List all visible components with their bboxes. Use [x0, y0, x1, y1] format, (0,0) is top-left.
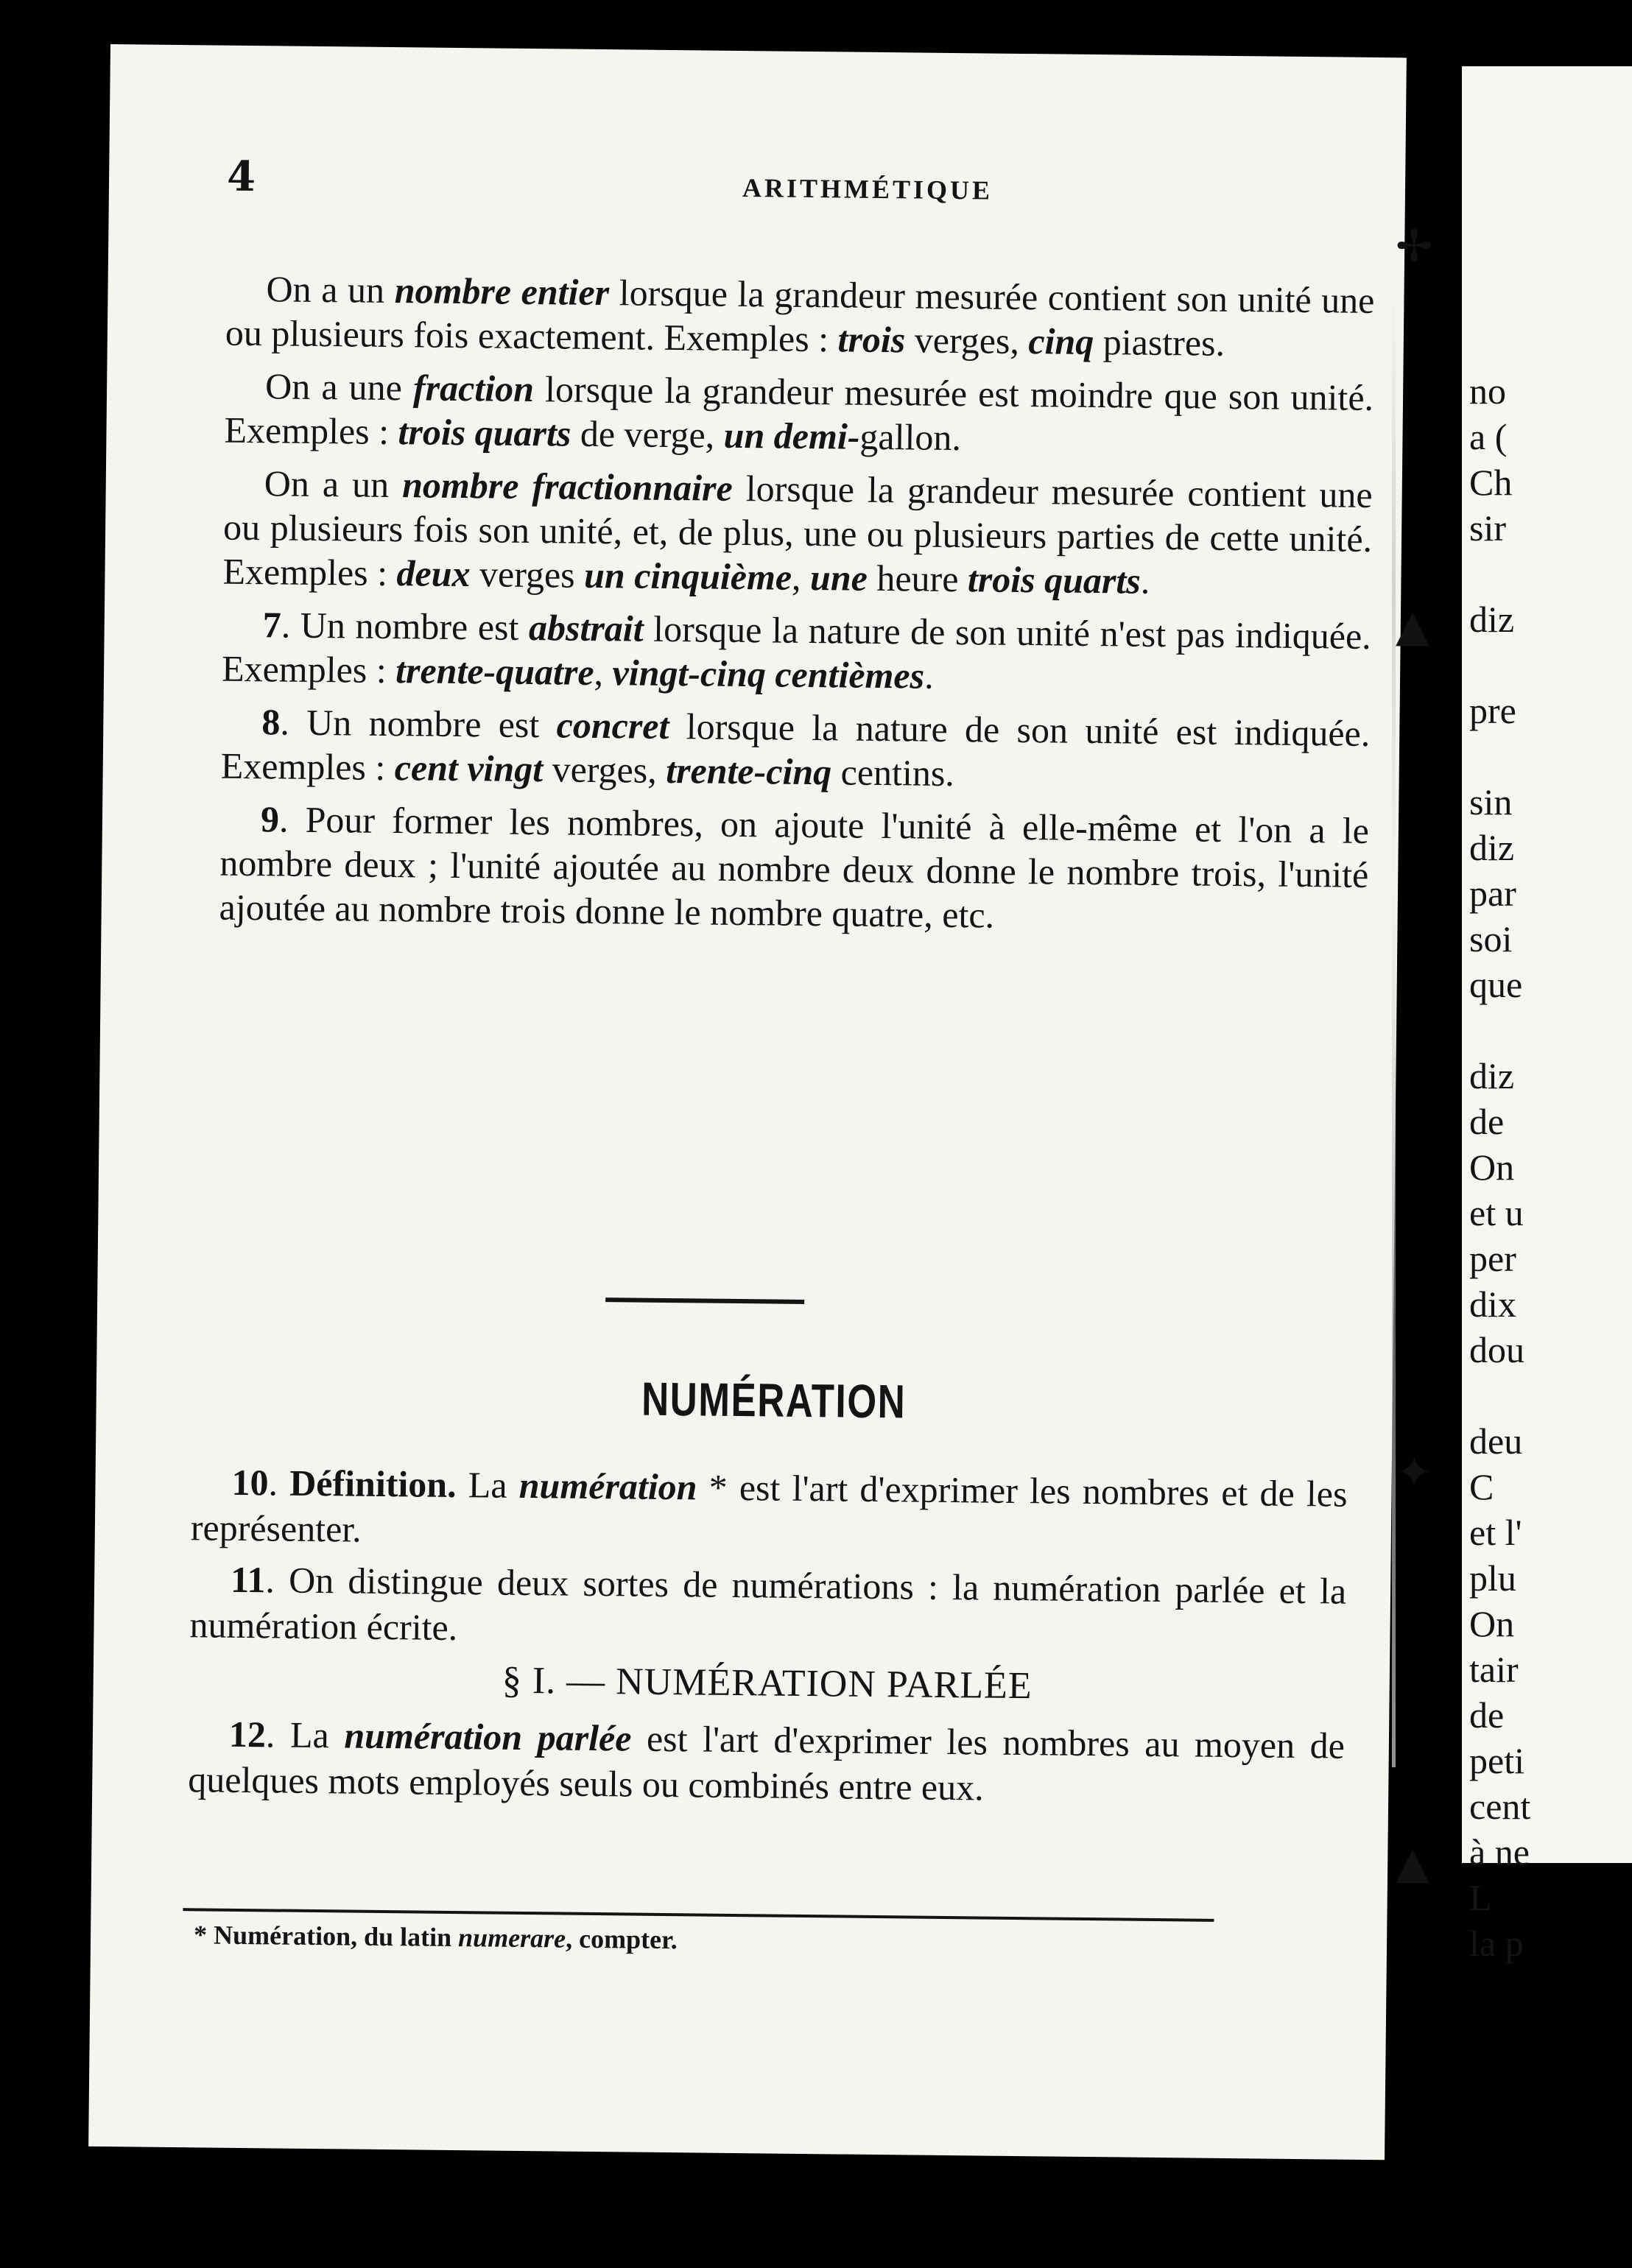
paragraph-11: 11. On distingue deux sortes de numérations : la numération parlée et la numération écrite. — [189, 1558, 1347, 1649]
paragraph-9: 9. Pour former les nombres, on ajoute l'unité à elle-même et l'on a le nombre deux ; l'unité ajoutée au nombre deux donne le nombre trois, l'unité ajoutée au nombre trois donne le nombre quatre, etc. — [219, 798, 1370, 936]
paragraph-7: 7. Un nombre est abstrait lorsque la nature de son unité n'est pas indiquée. Exemples : trente-quatre, vingt-cinq centièmes. — [221, 604, 1371, 697]
body-text-top — [219, 267, 1374, 950]
binding-ornament-icon: ▲ — [1396, 600, 1430, 652]
paragraph-8: 8. Un nombre est concret lorsque la nature de son unité est indiquée. Exemples : cent vingt verges, trente-cinq centins. — [220, 701, 1371, 795]
subsection-title: § I. — NUMÉRATION PARLÉE — [502, 1659, 1033, 1708]
binding-ornament-icon: ✢ — [1396, 221, 1433, 272]
paragraph-10: 10. Définition. La numération * est l'art d'exprimer les nombres et de les représenter. — [190, 1461, 1348, 1550]
section-title: NUMÉRATION — [641, 1372, 907, 1429]
paragraph-nombre-entier: On a un nombre entier lorsque la grandeur mesurée contient son unité une ou plusieurs fois exactement. Exemples : trois verges, cinq piastres. — [225, 268, 1375, 364]
paragraph-fraction: On a une fraction lorsque la grandeur mesurée est moindre que son unité. Exemples : trois quarts de verge, un demi-gallon. — [224, 365, 1374, 459]
footnote: * Numération, du latin numerare, compter. — [193, 1920, 678, 1955]
running-head: ARITHMÉTIQUE — [742, 172, 993, 205]
binding-ornament-icon: ✦ — [1396, 1447, 1433, 1498]
left-page — [88, 44, 1407, 2160]
right-page-edge — [1462, 66, 1632, 1964]
binding-ornament-icon: ▲ — [1396, 1837, 1430, 1889]
page-number: 4 — [226, 152, 256, 202]
gutter-shadow — [1392, 295, 1396, 1767]
body-text-numeration — [188, 1459, 1348, 1820]
paragraph-nombre-fractionnaire: On a un nombre fractionnaire lorsque la grandeur mesurée contient une ou plusieurs fois son unité, et, de plus, une ou plusieurs parties de cette unité. Exemples : deux verges un cinquième, une heure trois quarts. — [222, 462, 1373, 602]
paragraph-12: 12. La numération parlée est l'art d'exprimer les nombres au moyen de quelques mots employés seuls ou combinés entre eux. — [188, 1713, 1346, 1809]
right-page-text-fragments: no a ( Ch sir diz pre sin diz par soi que diz de On et u per dix dou deu C et l' plu On tair de peti cent à ne L la p — [1469, 370, 1531, 1964]
page-header — [227, 152, 1391, 231]
section-divider — [605, 1297, 804, 1304]
footnote-rule — [183, 1908, 1214, 1922]
